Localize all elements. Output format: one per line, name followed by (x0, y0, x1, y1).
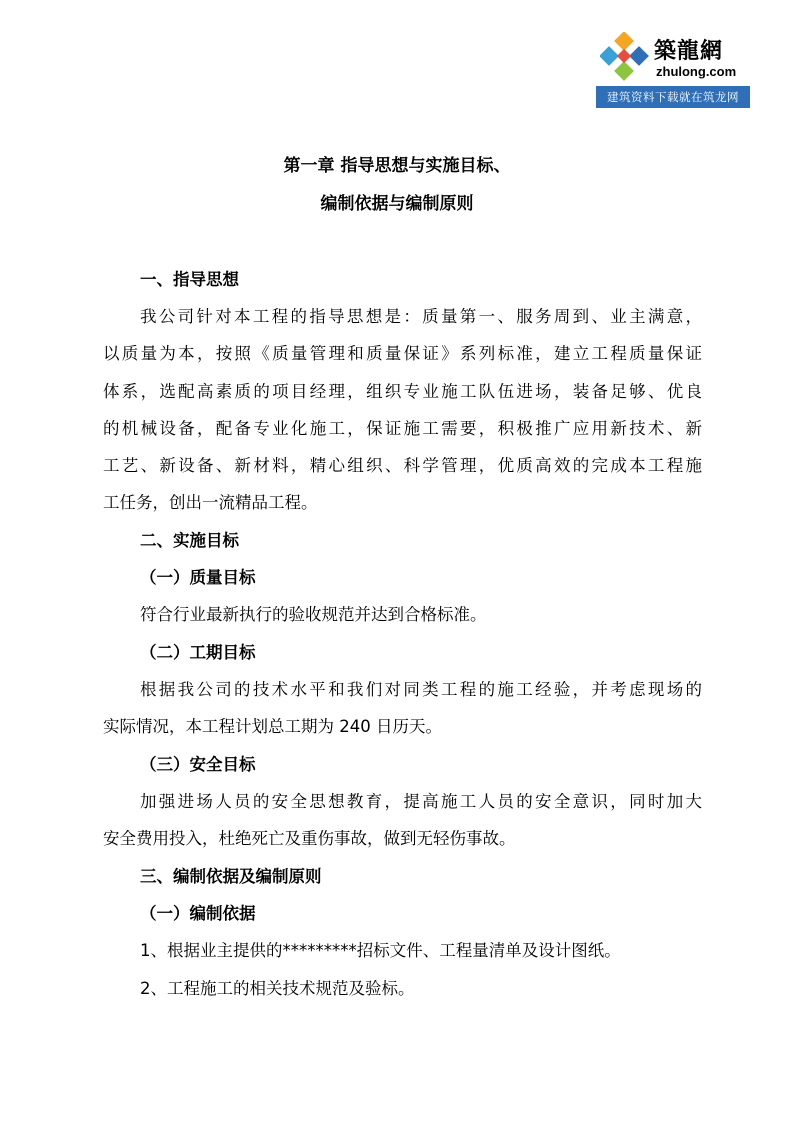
list-item: 1、根据业主提供的*********招标文件、工程量清单及设计图纸。 (140, 941, 621, 960)
zhulong-logo (596, 28, 750, 108)
paragraph-line: 的机械设备，配备专业化施工，保证施工需要，积极推广应用新技术、新 (103, 419, 702, 438)
paragraph-line: 根据我公司的技术水平和我们对同类工程的施工经验，并考虑现场的 (140, 680, 702, 699)
logo-name-en: zhulong.com (656, 64, 737, 79)
section-heading-goals: 二、实施目标 (140, 531, 239, 550)
paragraph-line: 实际情况，本工程计划总工期为 240 日历天。 (103, 717, 442, 736)
subsection-heading-basis: （一）编制依据 (140, 904, 256, 923)
paragraph-line: 工艺、新设备、新材料，精心组织、科学管理，优质高效的完成本工程施 (103, 456, 702, 475)
list-item: 2、工程施工的相关技术规范及验标。 (140, 979, 415, 998)
subsection-heading-schedule: （二）工期目标 (140, 643, 256, 662)
section-heading-guiding-idea: 一、指导思想 (140, 270, 239, 289)
subsection-heading-quality: （一）质量目标 (140, 568, 256, 587)
paragraph-line: 符合行业最新执行的验收规范并达到合格标准。 (140, 605, 487, 624)
chapter-title-line2: 编制依据与编制原则 (320, 194, 474, 214)
logo-name-cn: 築龍網 (654, 38, 724, 64)
paragraph-line: 体系，选配高素质的项目经理，组织专业施工队伍进场，装备足够、优良 (103, 382, 702, 401)
paragraph-line: 安全费用投入，杜绝死亡及重伤事故，做到无轻伤事故。 (103, 829, 516, 848)
chapter-title-line1: 第一章 指导思想与实施目标、 (283, 156, 511, 176)
subsection-heading-safety: （三）安全目标 (140, 755, 256, 774)
paragraph-line: 我公司针对本工程的指导思想是：质量第一、服务周到、业主满意， (140, 307, 702, 326)
paragraph-line: 加强进场人员的安全思想教育，提高施工人员的安全意识，同时加大 (140, 792, 702, 811)
paragraph-line: 工任务，创出一流精品工程。 (103, 493, 318, 512)
logo-slogan: 建筑资料下载就在筑龙网 (596, 86, 750, 108)
paragraph-line: 以质量为本，按照《质量管理和质量保证》系列标准，建立工程质量保证 (103, 344, 702, 363)
section-heading-basis: 三、编制依据及编制原则 (140, 867, 322, 886)
logo-diamond-icon (600, 32, 650, 82)
